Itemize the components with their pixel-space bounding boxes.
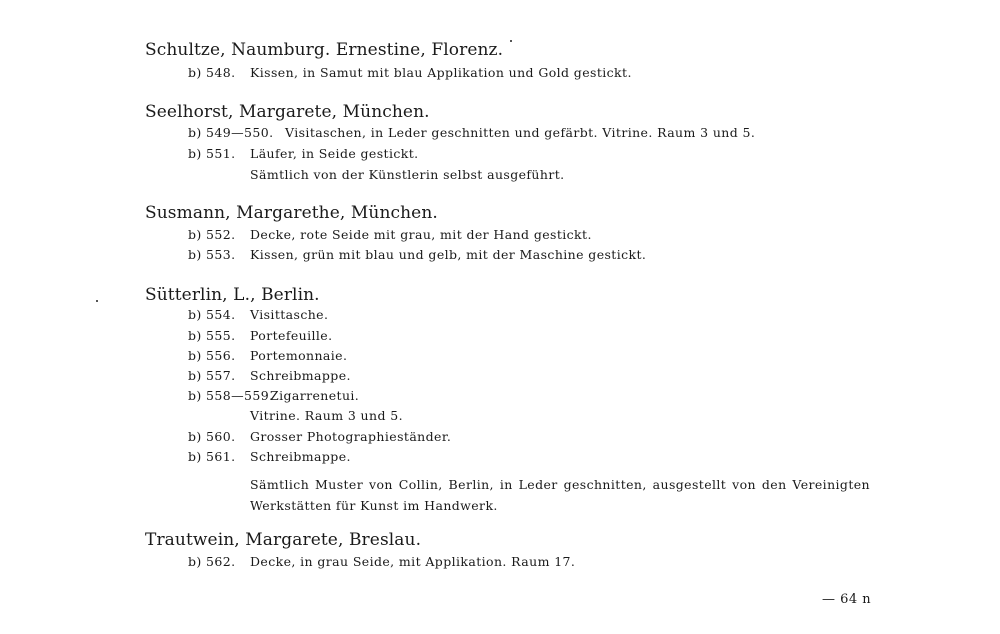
catalog-item xyxy=(188,554,575,569)
item-text: Visittasche. xyxy=(250,307,329,322)
item-number: b) 553. xyxy=(188,247,236,262)
catalog-item xyxy=(188,368,351,383)
catalog-item xyxy=(188,388,359,403)
item-number: b) 556. xyxy=(188,348,236,363)
item-text: Zigarrenetui. xyxy=(270,388,360,403)
catalog-item xyxy=(188,65,632,80)
entry-note: Sämtlich Muster von Collin, Berlin, in Leder geschnitten, ausgestellt von den Vereinigten Werkstätten für Kunst im Handwerk. xyxy=(250,477,870,513)
catalog-item xyxy=(188,307,328,322)
item-number: b) 561. xyxy=(188,449,236,464)
scan-speck xyxy=(510,40,512,42)
item-number: b) 554. xyxy=(188,307,236,322)
item-text: Kissen, in Samut mit blau Applikation und Gold gestickt. xyxy=(250,65,632,80)
item-text: Schreibmappe. xyxy=(250,449,351,464)
item-number: b) 548. xyxy=(188,65,236,80)
catalog-item xyxy=(188,227,592,242)
item-number: b) 557. xyxy=(188,368,236,383)
item-number: b) 552. xyxy=(188,227,236,242)
item-text: Grosser Photographieständer. xyxy=(250,429,452,444)
entry-heading: Sütterlin, L., Berlin. xyxy=(145,285,320,305)
catalog-item xyxy=(188,429,451,444)
entry-heading: Seelhorst, Margarete, München. xyxy=(145,102,430,122)
catalog-item xyxy=(188,328,332,343)
page-number: — 64 n xyxy=(822,592,872,607)
scan-speck xyxy=(96,300,98,302)
item-number: b) 558—559. xyxy=(188,388,274,403)
entry-heading: Susmann, Margarethe, München. xyxy=(145,203,438,223)
item-number: b) 551. xyxy=(188,146,236,161)
catalog-item xyxy=(188,125,755,140)
item-text: Portemonnaie. xyxy=(250,348,348,363)
entry-note: Sämtlich von der Künstlerin selbst ausgeführt. xyxy=(250,167,565,182)
catalog-item xyxy=(188,247,646,262)
item-number: b) 555. xyxy=(188,328,236,343)
catalog-item xyxy=(188,146,419,161)
item-number: b) 549—550. xyxy=(188,125,274,140)
item-text: Läufer, in Seide gestickt. xyxy=(250,146,419,161)
item-text: Visitaschen, in Leder geschnitten und gefärbt. Vitrine. Raum 3 und 5. xyxy=(285,125,756,140)
item-number: b) 560. xyxy=(188,429,236,444)
item-text: Decke, rote Seide mit grau, mit der Hand gestickt. xyxy=(250,227,592,242)
item-number: b) 562. xyxy=(188,554,236,569)
item-text: Portefeuille. xyxy=(250,328,333,343)
entry-heading: Trautwein, Margarete, Breslau. xyxy=(145,530,422,550)
catalog-item xyxy=(188,348,347,363)
item-text: Decke, in grau Seide, mit Applikation. Raum 17. xyxy=(250,554,576,569)
catalog-item xyxy=(188,449,351,464)
item-text: Kissen, grün mit blau und gelb, mit der Maschine gestickt. xyxy=(250,247,647,262)
item-text: Schreibmappe. xyxy=(250,368,351,383)
entry-heading: Schultze, Naumburg. Ernestine, Florenz. xyxy=(145,40,504,60)
catalog-item-continuation: Vitrine. Raum 3 und 5. xyxy=(250,408,403,423)
